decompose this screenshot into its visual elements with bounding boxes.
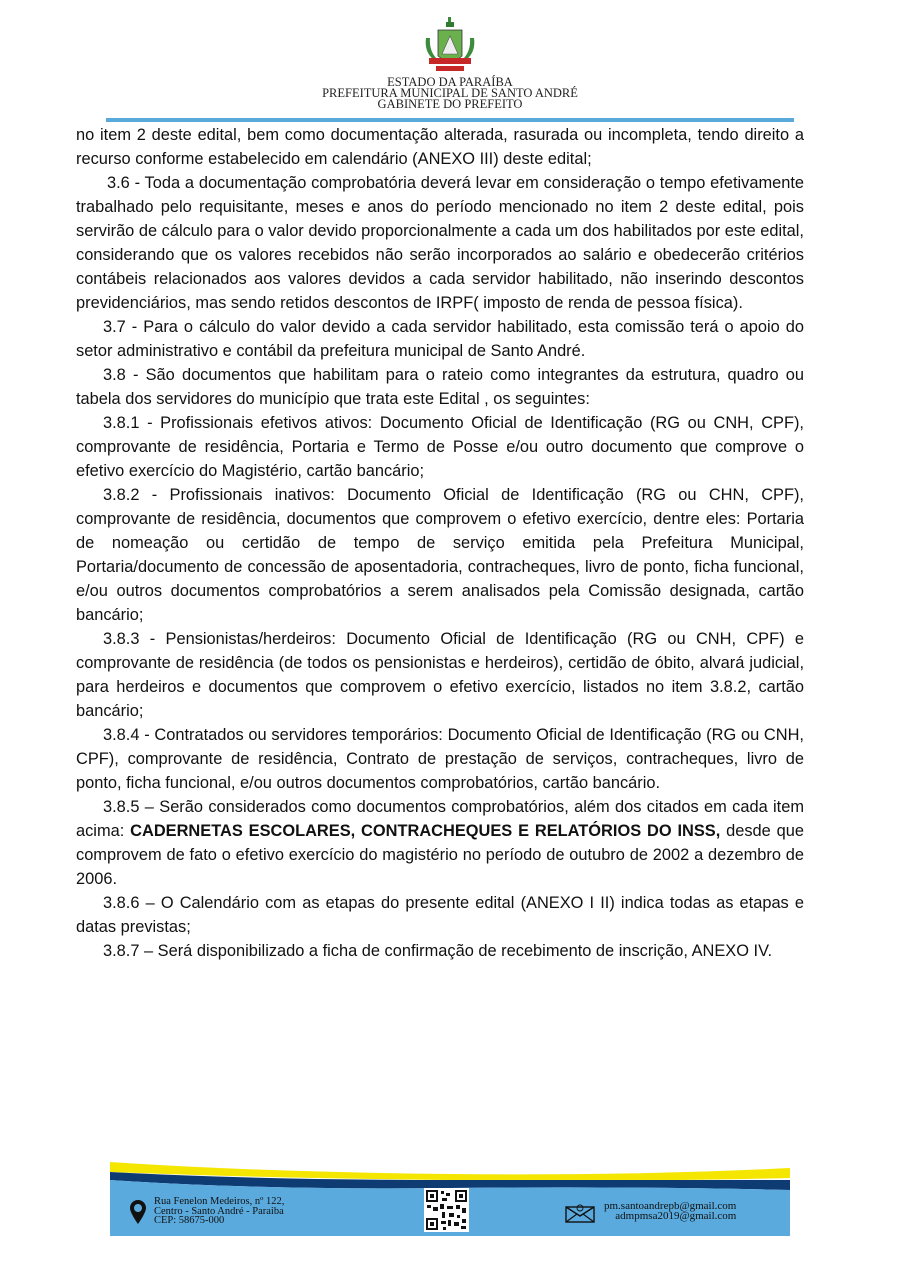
envelope-icon [565,1203,595,1223]
coat-of-arms-icon [420,16,480,78]
document-body [76,123,804,963]
address-street: Rua Fenelon Medeiros, nº 122, [154,1196,285,1207]
paragraph-3-8-3: 3.8.3 - Pensionistas/herdeiros: Documento Oficial de Identificação (RG ou CNH, CPF) e comprovante de residência (de todos os pensionistas e herdeiros), certidão de óbito, alvará judicial, para herdeiros e documentos que comprovem o efetivo exercício, listados no item 3.8.2, cartão bancário; [76,630,804,720]
paragraph-3-8: 3.8 - São documentos que habilitam para o rateio como integrantes da estrutura, quadro ou tabela dos servidores do município que trata este Edital , os seguintes: [76,366,804,408]
paragraph-3-6: 3.6 - Toda a documentação comprobatória deverá levar em consideração o tempo efetivamente trabalhado pelo requisitante, meses e anos do período mencionado no item 2 deste edital, pois servirão de cálculo para o valor devido proporcionalmente a cada um dos habilitados por este edital, considerando que os valores recebidos não serão incorporados ao salário e obedecerão critérios contábeis relacionados aos valores devidos a cada servidor habilitado, não inserindo descontos previdenciários, mas sendo retidos descontos de IRPF( imposto de renda de pessoa física). [76,174,804,312]
footer-address [154,1197,284,1226]
paragraph-continuation: no item 2 deste edital, bem como documentação alterada, rasurada ou incompleta, tendo direito a recurso conforme estabelecido em calendário (ANEXO III) deste edital; [76,126,804,168]
header-divider [106,118,794,122]
paragraph-3-8-5 [76,795,804,891]
paragraph-3-7: 3.7 - Para o cálculo do valor devido a cada servidor habilitado, esta comissão terá o apoio do setor administrativo e contábil da prefeitura municipal de Santo André. [76,318,804,360]
address-zip: CEP: 58675-000 [154,1215,225,1226]
city-hall-name: PREFEITURA MUNICIPAL DE SANTO ANDRÉ [322,86,578,100]
letterhead [0,0,900,125]
paragraph-3-8-4: 3.8.4 - Contratados ou servidores temporários: Documento Oficial de Identificação (RG ou CNH, CPF), comprovante de residência, Contrato de prestação de serviços, contracheques, livro de ponto, ficha funcional, e/ou outros documentos comprobatórios, cartão bancário. [76,726,804,792]
paragraph-3-8-1: 3.8.1 - Profissionais efetivos ativos: Documento Oficial de Identificação (RG ou CNH, CPF), comprovante de residência, Portaria e Termo de Posse e/ou outro documento que comprove o efetivo exercício do Magistério, cartão bancário; [76,414,804,480]
email-primary[interactable]: pm.santoandrepb@gmail.com [604,1200,737,1212]
email-secondary[interactable]: admpmsa2019@gmail.com [615,1210,737,1222]
address-city: Centro - Santo André - Paraiba [154,1205,284,1217]
paragraph-3-8-5-bold: CADERNETAS ESCOLARES, CONTRACHEQUES E RELATÓRIOS DO INSS, [130,822,721,840]
paragraph-3-8-5-end: desde que comprovem de fato o efetivo exercício do magistério no período de outubro de 2002 a dezembro de 2006. [76,822,804,888]
letterhead-footer [110,1158,790,1236]
paragraph-3-8-5-start: 3.8.5 – Serão considerados como documentos comprobatórios, além dos citados em cada item acima: [76,798,804,840]
footer-emails [604,1201,736,1221]
location-pin-icon [130,1200,146,1224]
paragraph-3-8-6: 3.8.6 – O Calendário com as etapas do presente edital (ANEXO I II) indica todas as etapas e datas previstas; [76,894,804,936]
qr-code-icon [424,1188,469,1232]
letterhead-text [0,77,900,110]
state-name: ESTADO DA PARAÍBA [387,75,513,89]
paragraph-3-8-2: 3.8.2 - Profissionais inativos: Documento Oficial de Identificação (RG ou CHN, CPF), comprovante de residência, documentos que comprovem o efetivo exercício, dentre eles: Portaria de nomeação ou certidão de tempo de serviço emitida pela Prefeitura Municipal, Portaria/documento de concessão de aposentadoria, contracheques, livro de ponto, ficha funcional, e/ou outros documentos comprobatórios a serem analisados pela Comissão designada, cartão bancário; [76,486,804,624]
office-name: GABINETE DO PREFEITO [377,97,523,111]
paragraph-3-8-7: 3.8.7 – Será disponibilizado a ficha de confirmação de recebimento de inscrição, ANEXO IV. [103,942,773,960]
